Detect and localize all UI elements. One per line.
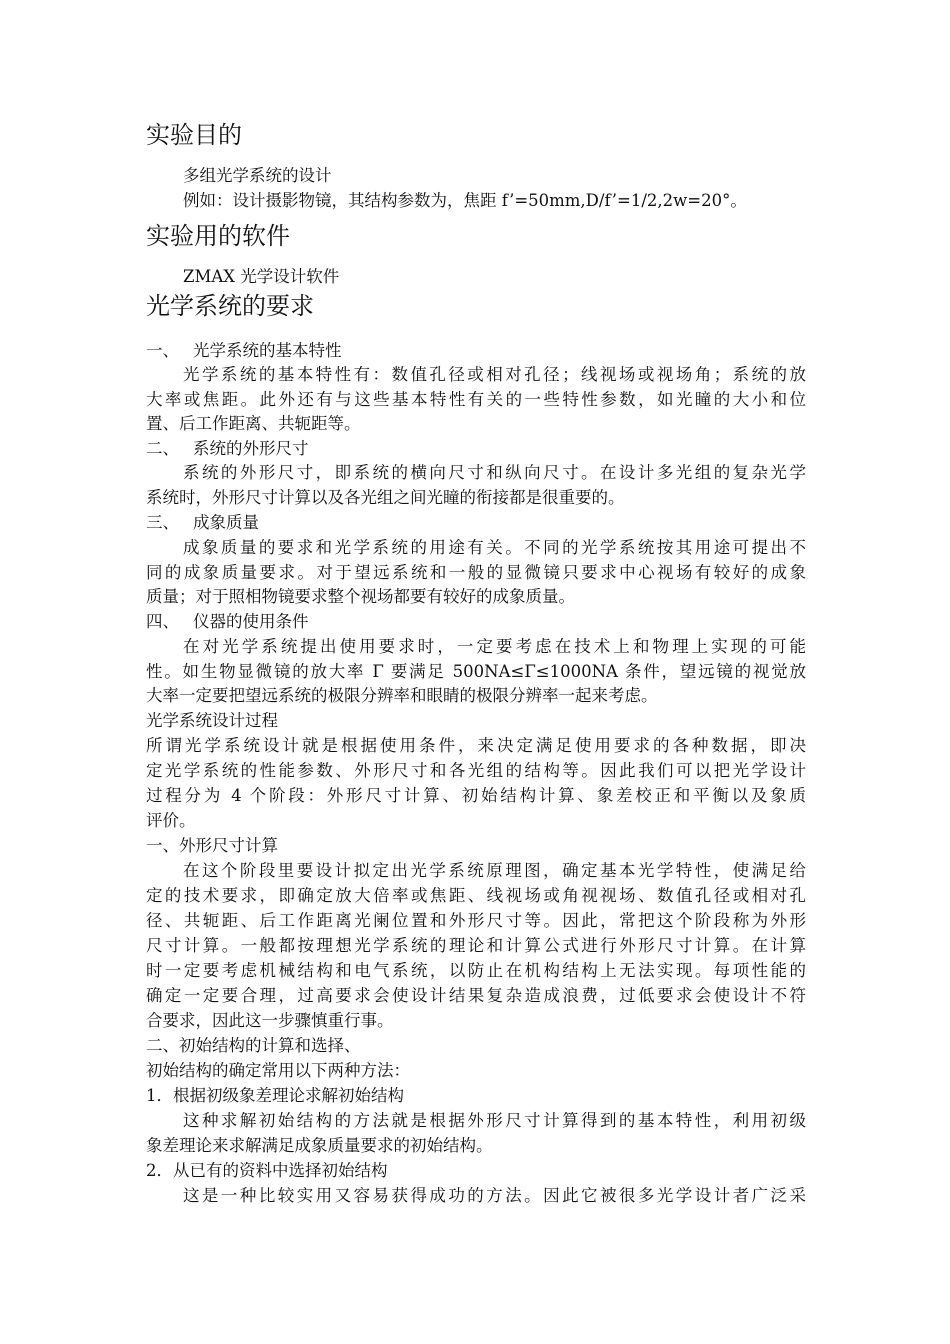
paragraph-line: 所谓光学系统设计就是根据使用条件，来决定满足使用要求的各种数据，即决 xyxy=(146,736,806,755)
paragraph-line: 这种求解初始结构的方法就是根据外形尺寸计算得到的基本特性，利用初级 xyxy=(183,1111,806,1130)
paragraph-line: 同的成象质量要求。对于望远系统和一般的显微镜只要求中心视场有较好的成象 xyxy=(146,563,806,582)
heading-system-requirements: 光学系统的要求 xyxy=(146,292,314,320)
item-title: 光学系统的基本特性 xyxy=(193,341,342,360)
paragraph-line: 光学系统的基本特性有：数值孔径或相对孔径；线视场或视场角；系统的放 xyxy=(183,365,806,384)
heading-experiment-purpose: 实验目的 xyxy=(146,121,242,149)
paragraph-line: 在对光学系统提出使用要求时，一定要考虑在技术上和物理上实现的可能 xyxy=(183,637,806,656)
item-marker: 二、 xyxy=(146,439,179,458)
paragraph-line: 象差理论来求解满足成象质量要求的初始结构。 xyxy=(146,1136,493,1155)
requirement-item-title xyxy=(146,438,309,460)
paragraph-line: 在这个阶段里要设计拟定出光学系统原理图，确定基本光学特性，使满足给 xyxy=(183,861,806,880)
requirement-item-title xyxy=(146,611,309,633)
paragraph-line: 成象质量的要求和光学系统的用途有关。不同的光学系统按其用途可提出不 xyxy=(183,538,806,557)
purpose-line-1: 多组光学系统的设计 xyxy=(183,166,332,185)
paragraph-line: 大率或焦距。此外还有与这些基本特性有关的一些特性参数，如光瞳的大小和位 xyxy=(146,390,806,409)
paragraph-line: 评价。 xyxy=(146,811,196,830)
item-title: 仪器的使用条件 xyxy=(193,612,309,631)
design-process-title: 光学系统设计过程 xyxy=(146,711,278,730)
item-title: 成象质量 xyxy=(193,513,259,532)
software-line: ZMAX 光学设计软件 xyxy=(183,267,340,286)
paragraph-line: 定的技术要求，即确定放大倍率或焦距、线视场或角视视场、数值孔径或相对孔 xyxy=(146,886,806,905)
paragraph-line: 过程分为 4 个阶段：外形尺寸计算、初始结构计算、象差校正和平衡以及象质 xyxy=(146,786,806,805)
subsection-title: 一、外形尺寸计算 xyxy=(146,836,278,855)
requirement-item-title xyxy=(146,512,259,534)
item-title: 系统的外形尺寸 xyxy=(193,439,309,458)
item-marker: 一、 xyxy=(146,341,179,360)
paragraph-line: 初始结构的确定常用以下两种方法： xyxy=(146,1061,410,1080)
paragraph-line: 系统时，外形尺寸计算以及各光组之间光瞳的衔接都是很重要的。 xyxy=(146,488,625,507)
method-title: 1．根据初级象差理论求解初始结构 xyxy=(146,1086,404,1105)
paragraph-line: 尺寸计算。一般都按理想光学系统的理论和计算公式进行外形尺寸计算。在计算 xyxy=(146,936,806,955)
paragraph-line: 性。如生物显微镜的放大率 Γ 要满足 500NA≤Γ≤1000NA 条件，望远镜的视觉放 xyxy=(146,662,806,681)
paragraph-line: 系统的外形尺寸，即系统的横向尺寸和纵向尺寸。在设计多光组的复杂光学 xyxy=(183,463,806,482)
paragraph-line: 质量；对于照相物镜要求整个视场都要有较好的成象质量。 xyxy=(146,587,575,606)
heading-software: 实验用的软件 xyxy=(146,222,290,250)
method-title: 2．从已有的资料中选择初始结构 xyxy=(146,1161,388,1180)
paragraph-line: 确定一定要合理，过高要求会使设计结果复杂造成浪费，过低要求会使设计不符 xyxy=(146,986,806,1005)
paragraph-line: 合要求，因此这一步骤慎重行事。 xyxy=(146,1011,394,1030)
item-marker: 四、 xyxy=(146,612,179,631)
paragraph-line: 定光学系统的性能参数、外形尺寸和各光组的结构等。因此我们可以把光学设计 xyxy=(146,761,806,780)
paragraph-line: 时一定要考虑机械结构和电气系统，以防止在机构结构上无法实现。每项性能的 xyxy=(146,961,806,980)
requirement-item-title xyxy=(146,340,342,362)
item-marker: 三、 xyxy=(146,513,179,532)
subsection-title: 二、初始结构的计算和选择、 xyxy=(146,1036,361,1055)
paragraph-line: 径、共轭距、后工作距离光阑位置和外形尺寸等。因此，常把这个阶段称为外形 xyxy=(146,911,806,930)
paragraph-line: 大率一定要把望远系统的极限分辨率和眼睛的极限分辨率一起来考虑。 xyxy=(146,686,658,705)
paragraph-line: 这是一种比较实用又容易获得成功的方法。因此它被很多光学设计者广泛采 xyxy=(183,1186,806,1205)
purpose-line-2: 例如：设计摄影物镜，其结构参数为，焦距 f’=50mm,D/f’=1/2,2w=20°。 xyxy=(183,191,747,210)
paragraph-line: 置、后工作距离、共轭距等。 xyxy=(146,414,361,433)
